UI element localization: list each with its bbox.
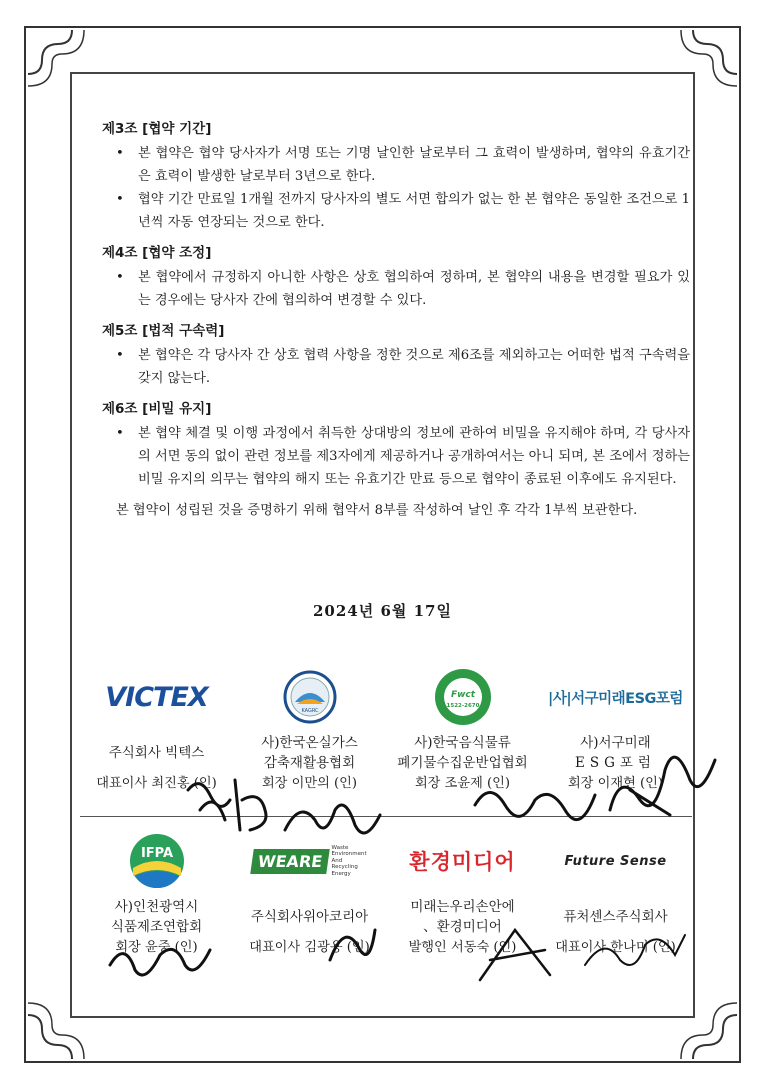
org-line: 퓨처센스주식회사 (563, 909, 668, 925)
svg-text:Fwct: Fwct (450, 690, 475, 700)
esg-forum-logo (539, 668, 692, 726)
party-org (386, 732, 539, 774)
agreement-date: 2024년 6월 17일 (313, 602, 452, 620)
corner-ornament-bottom-left (28, 1001, 86, 1059)
party-rep: 회장 윤중 (인) (115, 940, 198, 955)
org-line: 사)한국온실가스 (261, 735, 358, 751)
org-line: 감축재활용협회 (263, 755, 356, 771)
article-items (102, 344, 692, 390)
party-hk-media (386, 832, 539, 958)
svg-text:IFPA: IFPA (140, 846, 173, 861)
org-line: 사)서구미래 (580, 735, 651, 751)
article-4 (102, 242, 692, 312)
party-rep: 대표이사 한나미 (인) (555, 940, 676, 955)
article-items (102, 422, 692, 491)
party-org (539, 896, 692, 938)
org-line: 주식회사위아코리아 (250, 909, 369, 925)
article-item: • 협약 기간 만료일 1개월 전까지 당사자의 별도 서면 합의가 없는 한 본 협약은 동일한 조건으로 1년씩 자동 연장되는 것으로 한다. (102, 188, 692, 234)
corner-ornament-top-left (28, 30, 86, 88)
party-victex (80, 668, 233, 794)
party-org (80, 732, 233, 774)
party-future-sense (539, 832, 692, 958)
party-org (386, 896, 539, 938)
future-sense-logo-text: Future Sense (564, 853, 667, 869)
article-items (102, 266, 692, 312)
corner-ornament-bottom-right (679, 1001, 737, 1059)
fwct-logo (386, 668, 539, 726)
weare-logo-box (251, 849, 331, 874)
svg-text:1522-2670: 1522-2670 (446, 703, 479, 709)
org-line: 、환경미디어 (423, 919, 502, 935)
agreement-body (102, 118, 692, 522)
org-line: 사)인천광역시 (114, 899, 199, 915)
party-ifpa (80, 832, 233, 958)
party-weare (233, 832, 386, 958)
kagrc-emblem-icon (283, 670, 337, 724)
party-org (233, 896, 386, 938)
org-line: 식품제조연합회 (110, 919, 203, 935)
weare-logo-text: WEARE (256, 851, 324, 871)
corner-ornament-top-right (679, 30, 737, 88)
party-rep: 회장 조윤제 (인) (414, 776, 511, 791)
victex-logo-text: VICTEX (105, 681, 208, 713)
org-line: 미래는우리손안에 (410, 899, 515, 915)
party-org (233, 732, 386, 774)
article-3 (102, 118, 692, 234)
article-item: • 본 협약은 협약 당사자가 서명 또는 기명 날인한 날로부터 그 효력이 발생하며, 협약의 유효기간은 효력이 발생한 날로부터 3년으로 한다. (102, 142, 692, 188)
weare-logo-subtitle: Waste Environment And Recycling Energy (331, 844, 367, 877)
esg-forum-logo-text: |사|서구미래ESG포럼 (548, 690, 683, 707)
party-rep: 발행인 서동숙 (인) (408, 940, 517, 955)
org-line: 폐기물수집운반업협회 (397, 755, 528, 771)
kagrc-logo (233, 668, 386, 726)
party-org (80, 896, 233, 938)
party-fwct (386, 668, 539, 794)
ifpa-emblem-icon (127, 832, 187, 890)
party-org (539, 732, 692, 774)
article-title: 제4조 [협약 조정] (102, 245, 212, 261)
hk-media-logo-text: 환경미디어 (409, 850, 516, 874)
row-divider (80, 816, 692, 817)
org-line: 주식회사 빅텍스 (108, 745, 205, 761)
article-items (102, 142, 692, 234)
party-rep: 회장 이재현 (인) (567, 776, 664, 791)
victex-logo (80, 668, 233, 726)
org-line: ESG포럼 (575, 755, 656, 771)
party-kagrc (233, 668, 386, 794)
party-rep: 대표이사 김광용 (인) (249, 940, 370, 955)
hk-media-logo (386, 832, 539, 890)
svg-text:KAGRC: KAGRC (300, 708, 319, 714)
article-title: 제3조 [협약 기간] (102, 121, 212, 137)
org-line: 사)한국음식물류 (414, 735, 511, 751)
future-sense-logo (539, 832, 692, 890)
article-item: • 본 협약 체결 및 이행 과정에서 취득한 상대방의 정보에 관하여 비밀을 유지해야 하며, 각 당사자의 서면 동의 없이 관련 정보를 제3자에게 제공하거나 공개하여서는 아니 되며, 본 조에서 정하는 비밀 유지의 의무는 협약의 해지 또는 유효기간 만료 등으로 협약이 종료된 이후에도 유지된다. (102, 422, 692, 491)
party-rep: 대표이사 최진홍 (인) (96, 776, 217, 791)
article-6 (102, 398, 692, 491)
weare-logo (233, 832, 386, 890)
party-esg-forum (539, 668, 692, 794)
party-rep: 회장 이만의 (인) (261, 776, 358, 791)
article-item: • 본 협약은 각 당사자 간 상호 협력 사항을 정한 것으로 제6조를 제외하고는 어떠한 법적 구속력을 갖지 않는다. (102, 344, 692, 390)
fwct-emblem-icon (433, 667, 493, 727)
article-title: 제6조 [비밀 유지] (102, 401, 212, 417)
article-item: • 본 협약에서 규정하지 아니한 사항은 상호 협의하여 정하며, 본 협약의 내용을 변경할 필요가 있는 경우에는 당사자 간에 협의하여 변경할 수 있다. (102, 266, 692, 312)
ifpa-logo (80, 832, 233, 890)
article-title: 제5조 [법적 구속력] (102, 323, 225, 339)
closing-statement: 본 협약이 성립된 것을 증명하기 위해 협약서 8부를 작성하여 날인 후 각각 1부씩 보관한다. (116, 503, 638, 518)
article-5 (102, 320, 692, 390)
